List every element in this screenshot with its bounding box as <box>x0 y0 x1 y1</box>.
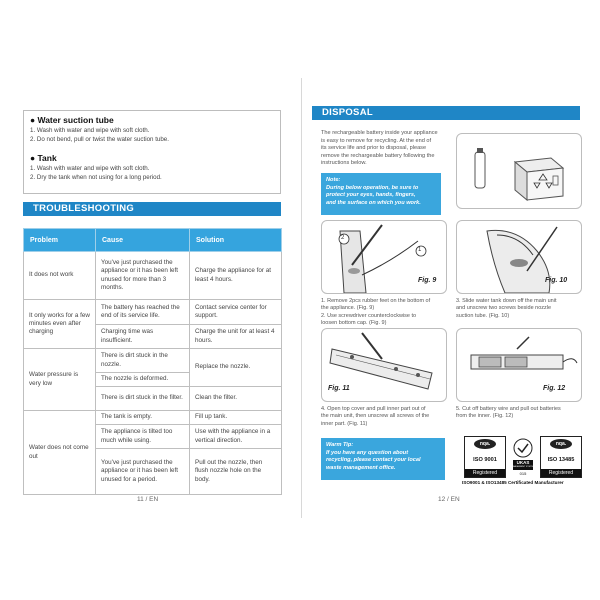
caption-line: suction tube. (Fig. 10) <box>456 312 510 319</box>
step-caption-4 <box>321 406 429 428</box>
table-header-row <box>24 229 282 252</box>
problem-cell: It only works for a few minutes even after charging <box>24 300 96 349</box>
cause-cell: The tank is empty. <box>96 411 190 425</box>
fig12-label: Fig. 12 <box>543 385 566 392</box>
warm-tip-line: If you have any question about <box>326 449 409 456</box>
page-12 <box>306 78 582 518</box>
solution-cell: Charge the unit for at least 4 hours. <box>190 325 282 349</box>
suction-line-1: 1. Wash with water and wipe with soft cloth. <box>30 127 150 134</box>
cause-cell: The appliance is tilted too much while using. <box>96 425 190 449</box>
note-box <box>321 173 441 215</box>
solution-cell: Clean the filter. <box>190 387 282 411</box>
intro-line: its service life and prior to disposal, please <box>321 145 427 152</box>
warm-tip-line: recycling, please contact your local <box>326 457 421 464</box>
tank-line-1: 1. Wash with water and wipe with soft cloth. <box>30 165 150 172</box>
caption-line: and unscrew two screws beside nozzle <box>456 305 552 312</box>
problem-cell: Water does not come out <box>24 411 96 495</box>
caption-line: 4. Open top cover and pull inner part out of <box>321 406 426 412</box>
solution-cell: Replace the nozzle. <box>190 349 282 387</box>
cause-cell: There is dirt stuck in the nozzle. <box>96 349 190 373</box>
ukas-logo <box>511 436 535 476</box>
ukas-text: UKAS <box>516 460 530 465</box>
fig10-label: Fig. 10 <box>545 277 568 284</box>
header-cause: Cause <box>96 229 190 252</box>
note-line: and the surface on which you work. <box>326 199 421 206</box>
caption-line: 2. Use screwdriver counterclockwise to <box>321 312 417 319</box>
step-caption-3 <box>456 298 557 320</box>
recycle-box-icon <box>457 134 581 208</box>
nqa-mark: nqa. <box>550 439 572 449</box>
intro-line: instructions below. <box>321 160 367 167</box>
caption-line: the appliance. (Fig. 9) <box>321 305 375 312</box>
fig9-marker-2: 2 <box>341 235 345 241</box>
tank-heading: ● Tank <box>30 153 57 163</box>
warm-tip-title: Warm Tip: <box>326 442 354 448</box>
certification-line: ISO9001 & ISO13485 Certificated Manufacturer <box>462 480 564 485</box>
caption-line: 3. Slide water tank down off the main unit <box>456 298 557 304</box>
caption-line: 1. Remove 2pcs rubber feet on the bottom of <box>321 298 431 304</box>
figure-10 <box>456 220 582 294</box>
table-row <box>24 411 282 425</box>
warm-tip-box <box>321 438 445 480</box>
page-11 <box>19 78 295 518</box>
maintenance-box <box>23 110 281 194</box>
caption-line: from the inner. (Fig. 12) <box>456 413 514 420</box>
figure-9 <box>321 220 447 294</box>
iso-9001-text: ISO 9001 <box>473 457 497 463</box>
iso-9001-logo <box>464 436 506 478</box>
ukas-number: 015 <box>519 471 527 476</box>
disposal-intro <box>321 130 438 168</box>
nqa-mark: nqa. <box>474 439 496 449</box>
suction-line-2: 2. Do not bend, pull or twist the water suction tube. <box>30 136 169 143</box>
table-row <box>24 349 282 373</box>
ukas-crown-icon <box>511 436 535 476</box>
note-line: During below operation, be sure to <box>326 184 419 191</box>
suction-tube-heading: ● Water suction tube <box>30 115 114 125</box>
figure-12 <box>456 328 582 402</box>
fig9-label: Fig. 9 <box>418 277 437 284</box>
fig11-label: Fig. 11 <box>328 385 350 392</box>
intro-line: The rechargeable battery inside your appliance <box>321 130 438 136</box>
intro-line: remove the rechargeable battery following the <box>321 152 435 159</box>
warm-tip-line: waste management office. <box>326 464 396 471</box>
disposal-title: DISPOSAL <box>312 106 580 120</box>
table-row <box>24 300 282 325</box>
fig9-marker-1: 1 <box>418 247 422 253</box>
troubleshooting-title: TROUBLESHOOTING <box>23 202 281 216</box>
table-row <box>24 252 282 300</box>
cause-cell: The nozzle is deformed. <box>96 373 190 387</box>
solution-cell: Pull out the nozzle, then flush nozzle hole on the body. <box>190 449 282 495</box>
step-caption-1-2 <box>321 298 430 328</box>
page-fold <box>301 78 302 518</box>
cause-cell: Charging time was insufficient. <box>96 325 190 349</box>
registered-text: Registered <box>465 469 505 477</box>
cause-cell: The battery has reached the end of its service life. <box>96 300 190 325</box>
page-number-right: 12 / EN <box>438 496 460 503</box>
problem-cell: Water pressure is very low <box>24 349 96 411</box>
intro-line: is easy to remove for recycling. At the end of <box>321 137 432 144</box>
cause-cell: There is dirt stuck in the filter. <box>96 387 190 411</box>
caption-line: the main unit, then unscrew all screws of the <box>321 413 430 420</box>
cause-cell: You've just purchased the appliance or it has been left unused for a period. <box>96 449 190 495</box>
header-problem: Problem <box>24 229 96 252</box>
solution-cell: Charge the appliance for at least 4 hours. <box>190 252 282 300</box>
solution-cell: Use with the appliance in a vertical direction. <box>190 425 282 449</box>
solution-cell: Fill up tank. <box>190 411 282 425</box>
cause-cell: You've just purchased the appliance or it has been left unused for more than 3 months. <box>96 252 190 300</box>
note-title: Note: <box>326 177 341 183</box>
tank-line-2: 2. Dry the tank when not using for a long period. <box>30 174 162 181</box>
caption-line: loosen bottom cap. (Fig. 9) <box>321 320 387 327</box>
recycle-illustration <box>456 133 582 209</box>
caption-line: inner part. (Fig. 11) <box>321 420 368 427</box>
iso-13485-logo <box>540 436 582 478</box>
caption-line: 5. Cut off battery wire and pull out batteries <box>456 406 561 412</box>
solution-cell: Contact service center for support. <box>190 300 282 325</box>
page-number-left: 11 / EN <box>137 496 159 503</box>
note-line: protect your eyes, hands, fingers, <box>326 192 416 199</box>
troubleshooting-table <box>23 228 282 495</box>
figure-11 <box>321 328 447 402</box>
step-caption-5 <box>456 406 561 421</box>
iso-13485-text: ISO 13485 <box>547 457 575 463</box>
registered-text: Registered <box>541 469 581 477</box>
problem-cell: It does not work <box>24 252 96 300</box>
header-solution: Solution <box>190 229 282 252</box>
ukas-subtext: MANAGEMENT SYSTEMS <box>509 466 537 468</box>
